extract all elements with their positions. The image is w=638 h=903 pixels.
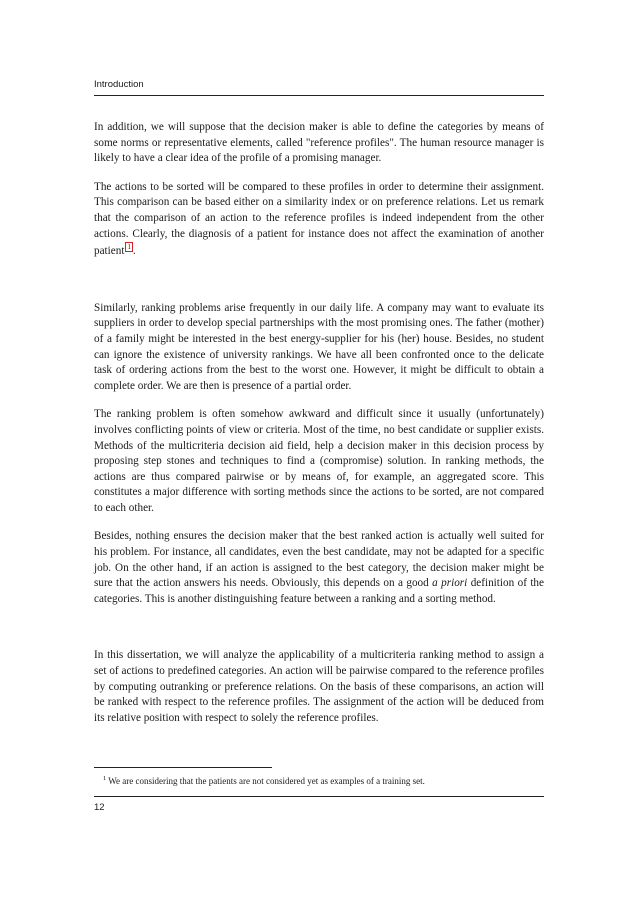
paragraph-3: Similarly, ranking problems arise frequently in our daily life. A company may want to evaluate its suppliers in order to develop special partnerships with the most promising ones. The father (mother) of a family might be interested in the best energy-supplier for his (her) house. Besides, no student can ignore the existence of university rankings. We have all been confronted once to the delicate task of ordering actions from the best to the worst one. However, it might be difficult to obtain a complete order. We are then is presence of a partial order.: [94, 301, 544, 392]
paragraph-5-tail: definition of the categories. This is another distinguishing feature between a ranking and a sorting method.: [94, 577, 544, 605]
footnote: [103, 773, 543, 787]
paragraph-5-text: Besides, nothing ensures the decision maker that the best ranked action is actually well suited for his problem. For instance, all candidates, even the best candidate, may not be adapted for a specific job. On the other hand, if an action is assigned to the best category, the decision maker might be sure that the action answers his needs. Obviously, this depends on a good: [94, 530, 544, 590]
page-number: 12: [94, 802, 105, 813]
footnote-divider: [94, 767, 272, 768]
paragraph-6: In this dissertation, we will analyze the applicability of a multicriteria ranking method to assign a set of actions to predefined categories. An action will be pairwise compared to the reference profiles by computing outranking or preference relations. On the basis of these comparisons, an action will be ranked with respect to the reference profiles. The assignment of the action will be deduced from its relative position with respect to solely the reference profiles.: [94, 649, 544, 724]
paragraph-2: [94, 180, 544, 260]
paragraph-2-text: The actions to be sorted will be compared to these profiles in order to determine their assignment. This comparison can be based either on a similarity index or on preference relations. Let us remark that the comparison of an action to the reference profiles is indeed independent from the other actions. Clearly, the diagnosis of a patient for instance does not affect the examination of another patient: [94, 180, 544, 258]
footer-divider: [94, 796, 544, 797]
footnote-text: We are considering that the patients are not considered yet as examples of a training set.: [108, 776, 425, 786]
paragraph-4: The ranking problem is often somehow awkward and difficult since it usually (unfortunately) involves conflicting points of view or criteria. Most of the time, no best candidate or supplier exists. Methods of the multicriteria decision aid field, help a decision maker in this decision process by proposing step stones and techniques to find a (compromise) solution. In ranking methods, the actions are thus compared pairwise or by means of, for example, an aggregated score. This constitutes a major difference with sorting methods since the actions to be sorted, are not compared to each other.: [94, 408, 544, 514]
paragraph-2-end: .: [132, 245, 136, 258]
paragraph-5: [94, 529, 544, 607]
a-priori-term: a priori: [432, 577, 468, 590]
paragraph-1: In addition, we will suppose that the decision maker is able to define the categories by means of some norms or representative elements, called "reference profiles". The human resource manager is likely to have a clear idea of the profile of a promising manager.: [94, 121, 544, 165]
footnote-mark: 1: [103, 775, 107, 782]
footnote-reference-link[interactable]: 1: [127, 243, 131, 252]
body-text: [94, 120, 544, 726]
running-header: Introduction: [94, 79, 544, 96]
